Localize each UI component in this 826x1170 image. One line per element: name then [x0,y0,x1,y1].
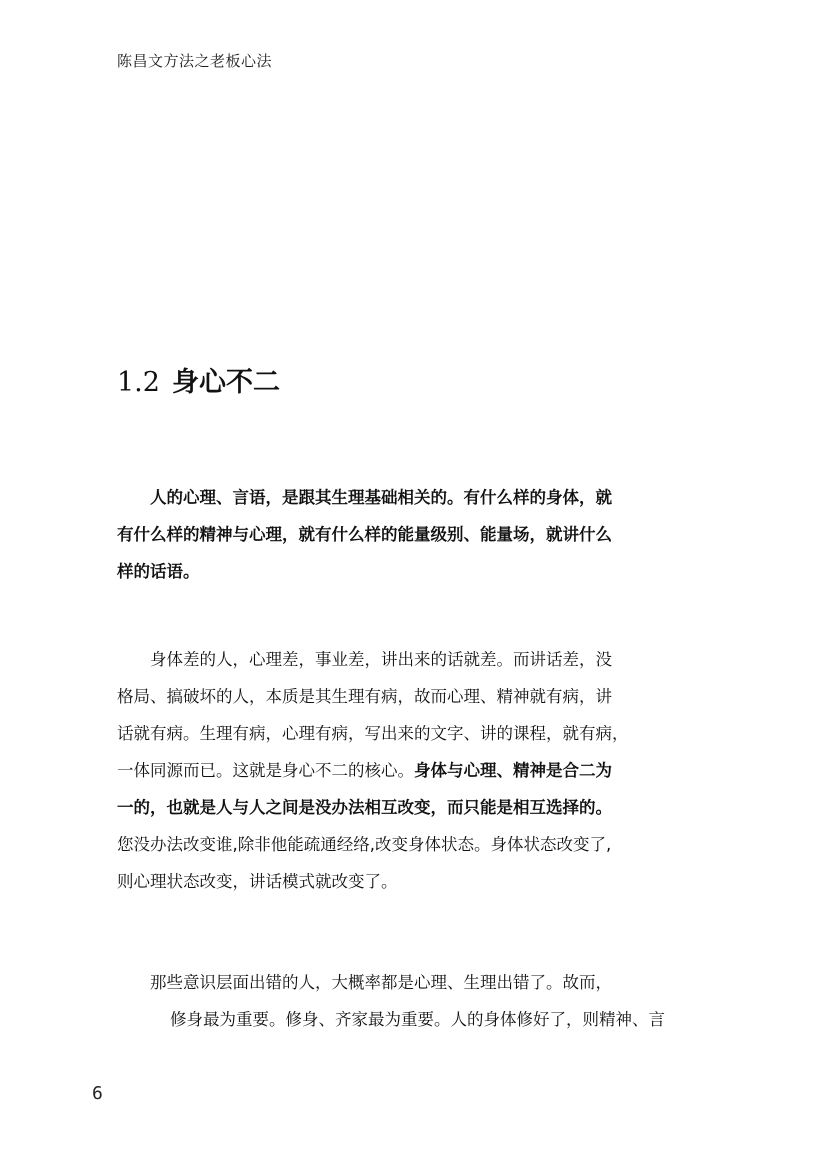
paragraph-line: 身体差的人，心理差，事业差，讲出来的话就差。而讲话差，没 [150,650,612,669]
paragraph-line [117,752,665,789]
emphasis-text: 身体与心理、精神是合二为 [414,761,612,780]
paragraph-line: 话就有病。生理有病，心理有病，写出来的文字、讲的课程，就有病， [117,724,629,743]
paragraph-line: 那些意识层面出错的人，大概率都是心理、生理出错了。故而， [150,973,612,992]
paragraph-line: 样的话语。 [117,562,200,581]
paragraph-line: 则心理状态改变，讲话模式就改变了。 [117,872,398,891]
paragraph-line: 有什么样的精神与心理，就有什么样的能量级别、能量场，就讲什么 [117,525,612,544]
section-title: 身心不二 [171,367,280,398]
page-number: 6 [92,1083,103,1104]
paragraph-line: 修身最为重要。修身、齐家最为重要。人的身体修好了，则精神、言 [170,1010,665,1029]
running-header: 陈昌文方法之老板心法 [117,52,273,70]
paragraph-text: 一体同源而已。这就是身心不二的核心。 [117,761,414,780]
paragraph-3 [117,964,665,1038]
paragraph-line: 您没办法改变谁,除非他能疏通经络,改变身体状态。身体状态改变了, [117,835,612,854]
paragraph-line: 人的心理、言语，是跟其生理基础相关的。有什么样的身体，就 [150,488,612,507]
paragraph-2 [117,641,665,900]
emphasis-line: 一的，也就是人与人之间是没办法相互改变，而只能是相互选择的。 [117,798,612,817]
section-heading [117,360,280,399]
paragraph-1 [117,479,665,590]
section-number: 1.2 [117,367,160,398]
paragraph-line: 格局、搞破坏的人，本质是其生理有病，故而心理、精神就有病，讲 [117,687,612,706]
